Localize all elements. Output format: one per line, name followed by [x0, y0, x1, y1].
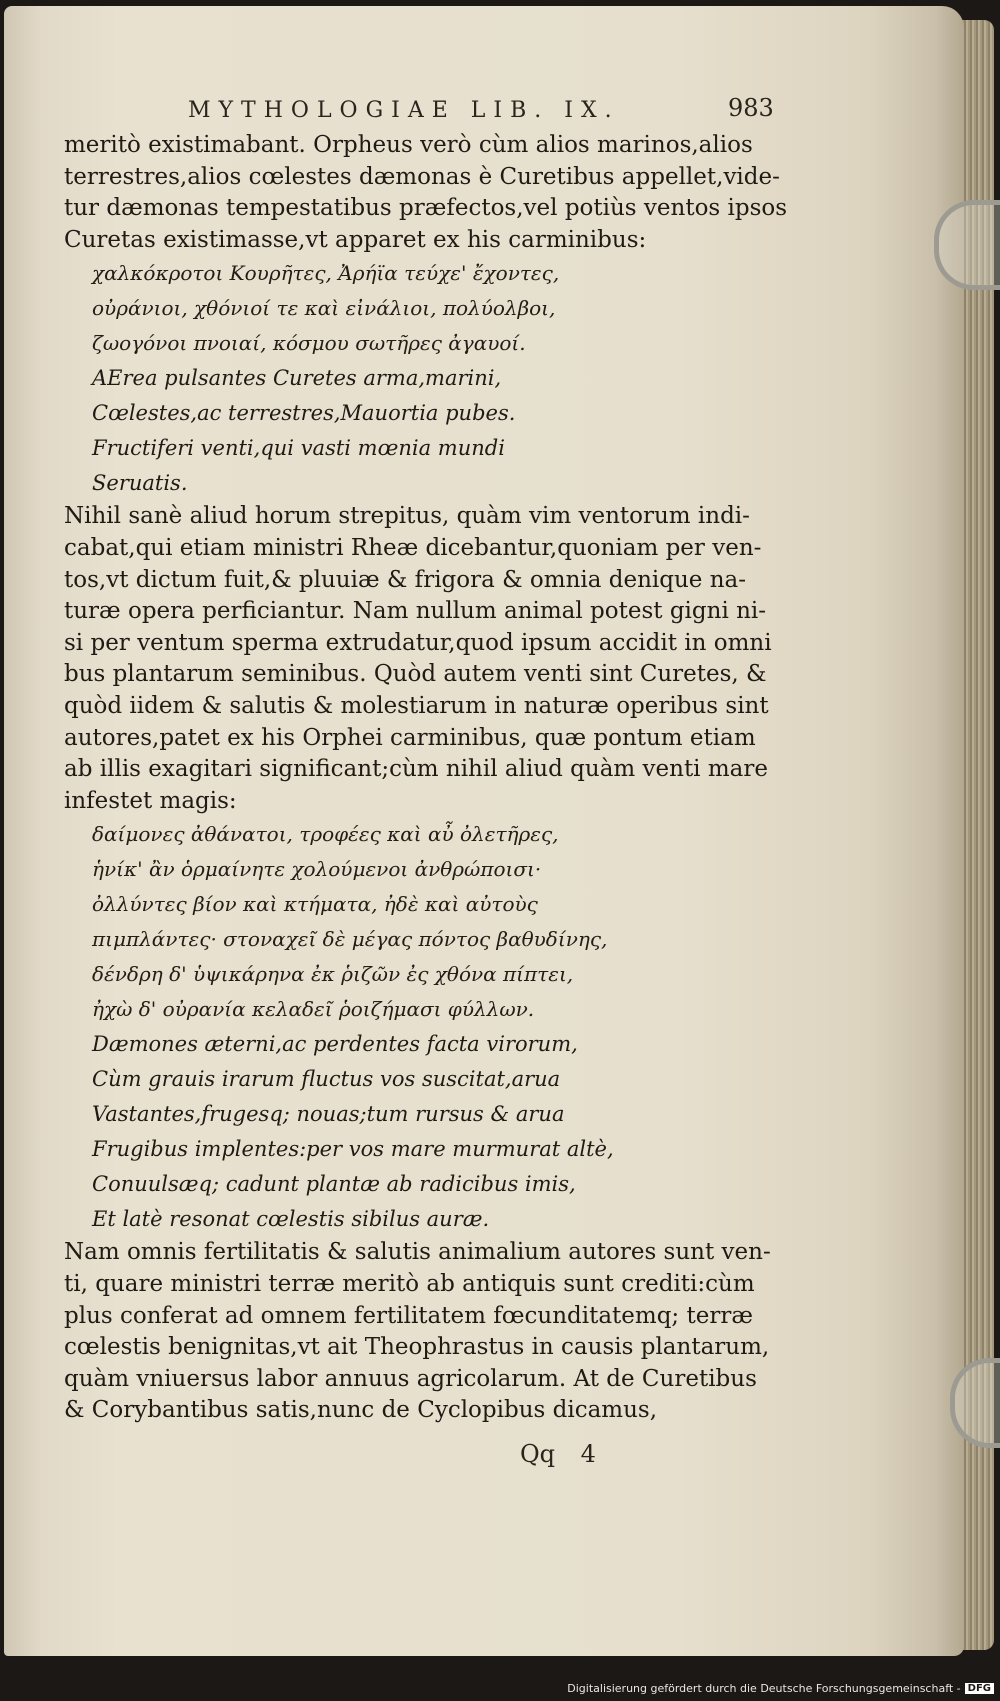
latin-verse-line: Et latè resonat cœlestis sibilus auræ. [92, 1207, 490, 1232]
prose-line: infestet magis: [64, 787, 237, 814]
prose-line: quàm vniuersus labor annuus agricolarum. At de Curetibus [64, 1365, 757, 1392]
prose-line: terrestres,alios cœlestes dæmonas è Curetibus appellet,vide- [64, 163, 780, 190]
prose-line: tur dæmonas tempestatibus præfectos,vel potiùs ventos ipsos [64, 195, 788, 222]
prose-line: & Corybantibus satis,nunc de Cyclopibus dicamus, [64, 1397, 658, 1424]
latin-verse-line: AErea pulsantes Curetes arma,marini, [92, 366, 502, 391]
greek-verse-line: ἠχὼ δ' οὐρανία κελαδεῖ ῥοιζήμασι φύλλων. [92, 997, 535, 1022]
greek-verse-line: πιμπλάντες· στοναχεῖ δὲ μέγας πόντος βαθυδίνης, [92, 927, 608, 952]
page-number: 983 [728, 94, 774, 122]
latin-verse-line: Cùm grauis irarum fluctus vos suscitat,arua [92, 1067, 561, 1092]
prose-line: bus plantarum seminibus. Quòd autem venti sint Curetes, & [64, 661, 767, 688]
credit-text: Digitalisierung gefördert durch die Deutsche Forschungsgemeinschaft - [567, 1681, 961, 1695]
text-block [64, 130, 788, 1427]
signature-mark: Qq 4 [520, 1440, 596, 1468]
prose-line: Nam omnis fertilitatis & salutis animalium autores sunt ven- [64, 1239, 771, 1266]
prose-line: Curetas existimasse,vt apparet ex his carminibus: [64, 226, 647, 253]
prose-line: ti, quare ministri terræ meritò ab antiquis sunt crediti:cùm [64, 1270, 755, 1297]
prose-line: tos,vt dictum fuit,& pluuiæ & frigora & omnia denique na- [64, 566, 747, 593]
prose-line: si per ventum sperma extrudatur,quod ipsum accidit in omni [64, 629, 772, 656]
digitization-credit [567, 1679, 994, 1697]
prose-line: Nihil sanè aliud horum strepitus, quàm vim ventorum indi- [64, 503, 750, 530]
greek-verse-line: χαλκόκροτοι Κουρῆτες, Ἀρήϊα τεύχε' ἔχοντες, [92, 261, 560, 286]
page-clip-top [934, 200, 1000, 290]
prose-line: cœlestis benignitas,vt ait Theophrastus in causis plantarum, [64, 1334, 770, 1361]
latin-verse-line: Dæmones æterni,ac perdentes facta virorum, [92, 1032, 578, 1057]
latin-verse-line: Conuulsæq; cadunt plantæ ab radicibus imis, [92, 1172, 576, 1197]
latin-verse-line: Cœlestes,ac terrestres,Mauortia pubes. [92, 401, 516, 426]
greek-verse-line: δαίμονες ἀθάνατοι, τροφέες καὶ αὖ ὀλετῆρες, [92, 822, 559, 847]
prose-line: plus conferat ad omnem fertilitatem fœcunditatemq; terræ [64, 1302, 753, 1329]
dfg-logo: DFG [965, 1683, 994, 1694]
latin-verse-line: Fructiferi venti,qui vasti mœnia mundi [92, 436, 505, 461]
running-title: MYTHOLOGIAE LIB. IX. [188, 98, 620, 123]
greek-verse-line: οὐράνιοι, χθόνιοί τε καὶ εἰνάλιοι, πολύολβοι, [92, 296, 556, 321]
prose-line: quòd iidem & salutis & molestiarum in naturæ operibus sint [64, 692, 769, 719]
latin-verse-line: Vastantes,frugesq; nouas;tum rursus & arua [92, 1102, 565, 1127]
prose-line: autores,patet ex his Orphei carminibus, quæ pontum etiam [64, 724, 756, 751]
prose-line: turæ opera perficiantur. Nam nullum animal potest gigni ni- [64, 598, 767, 625]
greek-verse-line: ζωογόνοι πνοιαί, κόσμου σωτῆρες ἀγαυοί. [92, 331, 526, 356]
latin-verse-line: Seruatis. [92, 471, 188, 496]
prose-line: meritò existimabant. Orpheus verò cùm alios marinos,alios [64, 132, 753, 158]
greek-verse-line: ὀλλύντες βίον καὶ κτήματα, ἠδὲ καὶ αὐτοὺς [92, 892, 538, 917]
prose-line: ab illis exagitari significant;cùm nihil aliud quàm venti mare [64, 756, 768, 783]
prose-line: cabat,qui etiam ministri Rheæ dicebantur,quoniam per ven- [64, 534, 762, 561]
greek-verse-line: δένδρη δ' ὑψικάρηνα ἐκ ῥιζῶν ἐς χθόνα πίπτει, [92, 962, 574, 987]
latin-verse-line: Frugibus implentes:per vos mare murmurat altè, [92, 1137, 614, 1162]
greek-verse-line: ἡνίκ' ἂν ὁρμαίνητε χολούμενοι ἀνθρώποισι· [92, 857, 542, 882]
